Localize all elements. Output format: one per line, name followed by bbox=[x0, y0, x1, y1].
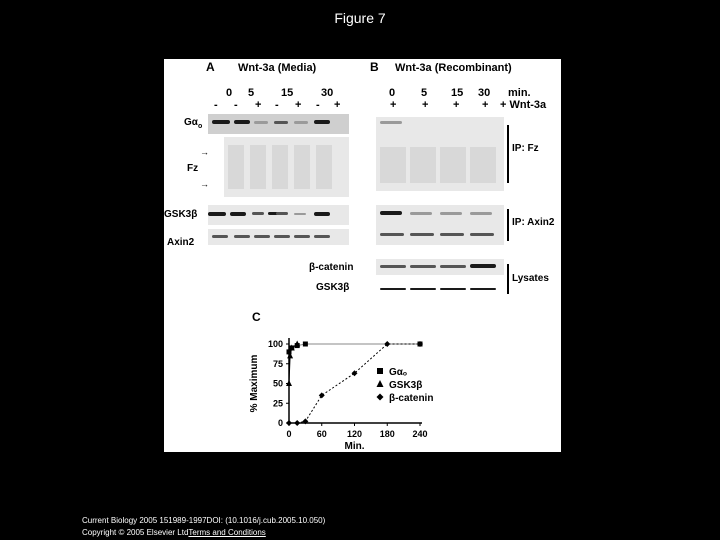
panel-b-time-5: 5 bbox=[421, 87, 428, 99]
x-tick-label: 60 bbox=[316, 429, 327, 439]
x-tick-label: 120 bbox=[346, 429, 363, 439]
footer-copyright: Copyright © 2005 Elsevier Ltd bbox=[82, 528, 189, 537]
legend-marker-diamond bbox=[377, 394, 384, 401]
terms-link[interactable]: Terms and Conditions bbox=[188, 528, 266, 537]
data-point-square bbox=[303, 342, 308, 347]
panel-a-arrow-lower-icon: → bbox=[200, 179, 209, 189]
y-tick-label: 25 bbox=[272, 398, 283, 409]
panel-a-row-fz: Fz bbox=[187, 163, 199, 174]
footer-copyright-line bbox=[82, 528, 266, 537]
panel-c-letter: C bbox=[252, 310, 261, 324]
y-tick-label: 50 bbox=[272, 378, 283, 389]
panel-a-row-axin2: Axin2 bbox=[167, 237, 195, 248]
x-tick-label: 240 bbox=[412, 429, 428, 439]
panel-b-sign: + bbox=[453, 99, 460, 111]
y-tick-label: 75 bbox=[272, 358, 283, 369]
panel-a-time-30: 30 bbox=[321, 87, 334, 99]
data-point-diamond bbox=[286, 420, 292, 426]
y-tick-label: 0 bbox=[277, 418, 283, 428]
panel-a-sign: + bbox=[334, 99, 341, 111]
panel-a-time-0: 0 bbox=[226, 87, 233, 99]
x-tick-label: 0 bbox=[286, 429, 292, 439]
footer-citation: Current Biology 2005 151989-1997DOI: (10.1016/j.cub.2005.10.050) bbox=[82, 516, 326, 525]
panel-a-time-5: 5 bbox=[248, 87, 255, 99]
legend-marker-triangle bbox=[377, 380, 384, 387]
panel-b-time-30: 30 bbox=[478, 87, 491, 99]
panel-a-title: Wnt-3a (Media) bbox=[238, 62, 317, 74]
panel-b-row-bcatenin: β-catenin bbox=[309, 262, 354, 273]
y-tick-label: 100 bbox=[267, 339, 283, 349]
data-point-diamond bbox=[384, 341, 390, 347]
panel-a-arrow-upper-icon: → bbox=[200, 147, 209, 157]
panel-a-sign: - bbox=[214, 99, 218, 111]
data-point-diamond bbox=[294, 420, 300, 426]
panel-b-title: Wnt-3a (Recombinant) bbox=[395, 62, 512, 74]
legend-label: GSK3β bbox=[389, 380, 423, 391]
data-point-diamond bbox=[319, 392, 325, 398]
series-line bbox=[289, 344, 420, 352]
panel-b-ip-fz-label: IP: Fz bbox=[512, 143, 539, 154]
panel-b-sign: + bbox=[482, 99, 489, 111]
panel-b-unit: min. bbox=[508, 87, 531, 99]
panel-a-sign: + bbox=[255, 99, 262, 111]
panel-b-treatment: + Wnt-3a bbox=[500, 99, 547, 111]
panel-b-sign: + bbox=[390, 99, 397, 111]
panel-c-chart bbox=[164, 59, 561, 452]
panel-a-time-15: 15 bbox=[281, 87, 294, 99]
panel-a-sign: + bbox=[295, 99, 302, 111]
legend-label: Gαₒ bbox=[389, 367, 408, 378]
panel-a-row-gsk3b: GSK3β bbox=[164, 209, 198, 220]
panel-b-time-15: 15 bbox=[451, 87, 464, 99]
figure-panel bbox=[164, 59, 561, 452]
panel-b-row-gsk3b: GSK3β bbox=[316, 282, 350, 293]
slide-title: Figure 7 bbox=[334, 10, 386, 26]
panel-b-letter: B bbox=[370, 60, 379, 74]
panel-b-time-0: 0 bbox=[389, 87, 396, 99]
legend-marker-square bbox=[377, 368, 383, 374]
y-axis-label: % Maximum bbox=[249, 354, 260, 413]
legend-label: β-catenin bbox=[389, 393, 434, 404]
panel-b-ip-axin2-label: IP: Axin2 bbox=[512, 217, 555, 228]
x-tick-label: 180 bbox=[379, 429, 395, 439]
x-axis-label: Min. bbox=[344, 441, 365, 452]
panel-b-lysates-label: Lysates bbox=[512, 273, 549, 284]
panel-a-sign: - bbox=[275, 99, 279, 111]
panel-a-letter: A bbox=[206, 60, 215, 74]
panel-b-sign: + bbox=[422, 99, 429, 111]
panel-a-sign: - bbox=[316, 99, 320, 111]
panel-a-row-gao: $G\alpha_o$ bbox=[184, 117, 203, 130]
panel-a-sign: - bbox=[234, 99, 238, 111]
